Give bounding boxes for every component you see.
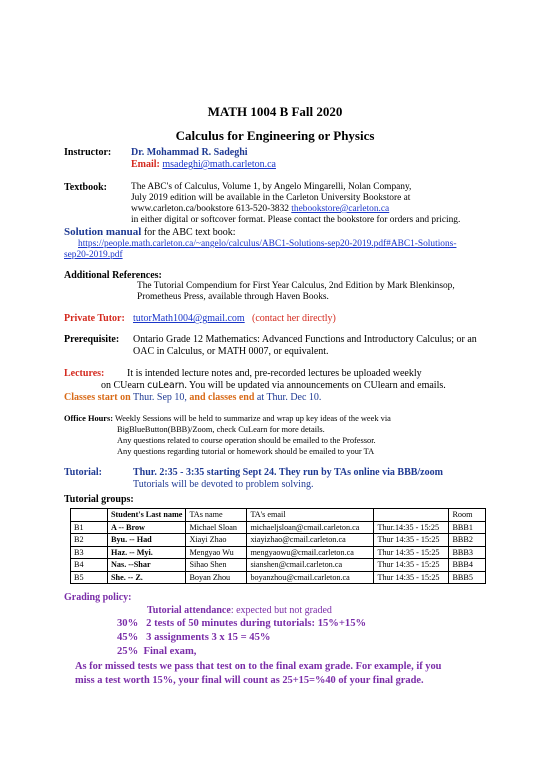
room-cell: BBB2 <box>449 534 486 547</box>
group-cell: B2 <box>71 534 108 547</box>
reference-line: Prometheus Press, available through Haven Books. <box>137 292 329 302</box>
solution-manual-link-cont[interactable]: sep20-2019.pdf <box>64 250 123 260</box>
tutorial-groups-label: Tutorial groups: <box>64 494 134 505</box>
office-hours-line: Any questions regarding tutorial or homework should be emailed to your TA <box>117 447 375 456</box>
last-name-cell: Byu. -- Had <box>108 534 186 547</box>
office-hours-label: Office Hours: <box>64 414 114 423</box>
tutorial-time: Thur. 2:35 - 3:35 starting Sept 24. They run by TAs online via BBB/zoom <box>133 467 443 478</box>
textbook-line: July 2019 edition will be available in the Carleton University Bookstore at <box>131 193 411 203</box>
grading-item: 30% 2 tests of 50 minutes during tutorials: 15%+15% <box>117 618 367 629</box>
table-row <box>71 534 486 547</box>
missed-tests-line: As for missed tests we pass that test on to the final exam grade. For example, if you <box>75 661 442 672</box>
office-hours-row <box>64 414 391 423</box>
missed-tests-line: miss a test worth 15%, your final will count as 25+15=%40 of your final grade. <box>75 675 424 686</box>
time-cell: Thur 14:35 - 15:25 <box>374 559 449 572</box>
instructor-name: Dr. Mohammad R. Sadeghi <box>131 147 248 158</box>
lectures-label: Lectures: <box>64 368 105 379</box>
tutorial-label: Tutorial: <box>64 467 102 478</box>
header-ta-email: TA's email <box>247 509 374 522</box>
room-cell: BBB5 <box>449 571 486 584</box>
last-name-cell: Nas. --Shar <box>108 559 186 572</box>
bookstore-email-link[interactable]: thebookstore@carleton.ca <box>291 204 390 214</box>
group-cell: B1 <box>71 521 108 534</box>
textbook-label: Textbook: <box>64 182 107 193</box>
prerequisite-label: Prerequisite: <box>64 334 120 345</box>
office-hours-line: Any questions related to course operation should be emailed to the Professor. <box>117 436 376 445</box>
table-row <box>71 521 486 534</box>
textbook-line <box>131 204 389 214</box>
table-row <box>71 571 486 584</box>
additional-references-label: Additional References: <box>64 270 162 281</box>
group-cell: B3 <box>71 546 108 559</box>
table-header-row <box>71 509 486 522</box>
culearn-name: cuLearn <box>147 380 185 391</box>
email-label: Email: <box>131 159 160 170</box>
grading-item: 45% 3 assignments 3 x 15 = 45% <box>117 632 271 643</box>
prerequisite-line: Ontario Grade 12 Mathematics: Advanced Functions and Introductory Calculus; or an <box>133 334 477 345</box>
header-group <box>71 509 108 522</box>
ta-email-cell[interactable]: xiayizhao@cmail.carleton.ca <box>247 534 374 547</box>
lectures-line: It is intended lecture notes and, pre-recorded lectures be uploaded weekly <box>127 368 422 379</box>
time-cell: Thur 14:35 - 15:25 <box>374 546 449 559</box>
private-tutor-email-link[interactable]: tutorMath1004@gmail.com <box>133 313 245 324</box>
office-hours-line: BigBlueButton(BBB)/Zoom, check CuLearn for more details. <box>117 425 325 434</box>
ta-email-cell[interactable]: mengyaowu@cmail.carleton.ca <box>247 546 374 559</box>
header-time <box>374 509 449 522</box>
header-last-name: Student's Last name <box>108 509 186 522</box>
reference-line: The Tutorial Compendium for First Year Calculus, 2nd Edition by Mark Blenkinsop, <box>137 281 455 291</box>
table-row <box>71 559 486 572</box>
lectures-text: . You will be updated via announcements on CUlearn and emails. <box>184 380 446 391</box>
classes-start-date: Thur. Sep 10, <box>130 392 190 403</box>
header-room: Room <box>449 509 486 522</box>
textbook-line: The ABC's of Calculus, Volume 1, by Angelo Mingarelli, Nolan Company, <box>131 182 412 192</box>
tutorial-description: Tutorials will be devoted to problem solving. <box>133 479 314 490</box>
course-title: MATH 1004 B Fall 2020 <box>207 104 343 119</box>
last-name-cell: A -- Brow <box>108 521 186 534</box>
group-cell: B4 <box>71 559 108 572</box>
table-row <box>71 546 486 559</box>
instructor-label: Instructor: <box>64 147 112 158</box>
classes-start-label: Classes start on <box>64 392 131 403</box>
ta-name-cell: Mengyao Wu <box>186 546 247 559</box>
bookstore-site: www.carleton.ca/bookstore 613-520-3832 <box>131 204 292 214</box>
prerequisite-line: OAC in Calculus, or MATH 0007, or equivalent. <box>133 346 329 357</box>
grading-policy-label: Grading policy: <box>64 592 132 603</box>
lectures-line <box>101 380 446 391</box>
time-cell: Thur.14:35 - 15:25 <box>374 521 449 534</box>
attendance-line <box>147 605 332 616</box>
attendance-text: : expected but not graded <box>230 605 332 616</box>
private-tutor-label: Private Tutor: <box>64 313 125 324</box>
office-hours-text: Weekly Sessions will be held to summarize and wrap up key ideas of the week via <box>113 414 391 423</box>
solution-manual-row <box>64 226 236 238</box>
tutorial-groups-table <box>70 508 486 584</box>
group-cell: B5 <box>71 571 108 584</box>
lectures-text: on CUearn <box>101 380 148 391</box>
time-cell: Thur 14:35 - 15:25 <box>374 534 449 547</box>
attendance-label: Tutorial attendance <box>147 605 231 616</box>
course-subtitle: Calculus for Engineering or Physics <box>175 128 375 143</box>
private-tutor-note: (contact her directly) <box>252 313 336 324</box>
room-cell: BBB3 <box>449 546 486 559</box>
ta-email-cell[interactable]: sianshen@cmail.carleton.ca <box>247 559 374 572</box>
solution-manual-label: Solution manual <box>64 226 142 238</box>
ta-name-cell: Michael Sloan <box>186 521 247 534</box>
classes-end-label: and classes end <box>189 392 255 403</box>
instructor-email-link[interactable]: msadeghi@math.carleton.ca <box>162 159 276 170</box>
last-name-cell: She. -- Z. <box>108 571 186 584</box>
classes-dates <box>64 392 321 403</box>
solution-manual-link[interactable]: https://people.math.carleton.ca/~angelo/calculus/ABC1-Solutions-sep20-2019.pdf#ABC1-Solutions- <box>78 239 457 249</box>
ta-name-cell: Xiayi Zhao <box>186 534 247 547</box>
ta-email-cell[interactable]: michaeljsloan@cmail.carleton.ca <box>247 521 374 534</box>
room-cell: BBB1 <box>449 521 486 534</box>
classes-end-date: at Thur. Dec 10. <box>254 392 322 403</box>
ta-name-cell: Sihao Shen <box>186 559 247 572</box>
room-cell: BBB4 <box>449 559 486 572</box>
instructor-email-row <box>131 159 276 170</box>
header-ta-name: TAs name <box>186 509 247 522</box>
ta-name-cell: Boyan Zhou <box>186 571 247 584</box>
grading-item: 25% Final exam, <box>117 646 197 657</box>
textbook-line: in either digital or softcover format. Please contact the bookstore for orders and pricing. <box>131 215 461 225</box>
time-cell: Thur 14:35 - 15:25 <box>374 571 449 584</box>
last-name-cell: Haz. -- Myi. <box>108 546 186 559</box>
ta-email-cell[interactable]: boyanzhou@cmail.carleton.ca <box>247 571 374 584</box>
solution-manual-text: for the ABC text book: <box>141 227 236 238</box>
